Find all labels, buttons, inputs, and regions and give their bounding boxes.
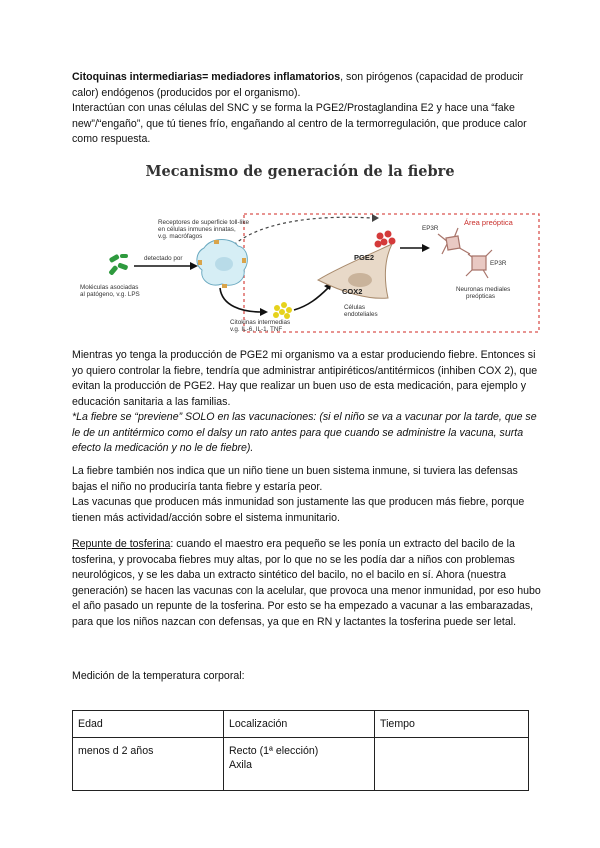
endothelial-arrow xyxy=(294,288,328,310)
cell-tiempo xyxy=(375,738,529,791)
header-edad: Edad xyxy=(73,711,224,738)
neuron-arrow-head xyxy=(422,244,430,252)
cytokine-arrow-head xyxy=(260,308,268,316)
cytokines-label-2: v.g. IL-6, IL-1, TNF xyxy=(230,326,283,333)
intro-rest: , son pirógenos (capacidad de producir calor) endógenos (producidos por el organismo). xyxy=(72,71,524,99)
detected-label: detectado por xyxy=(144,255,183,262)
endothelial-label-2: endoteliales xyxy=(344,311,378,318)
neurons-label-1: Neuronas mediales xyxy=(456,286,511,293)
para3-line1: La fiebre también nos indica que un niño tiene un buen sistema inmune, si tuviera las defensas bajas el niño no produciría tanta fiebre y estaría peor. xyxy=(72,465,518,493)
medicion-label: Medición de la temperatura corporal: xyxy=(72,670,245,682)
cell-loc-1: Recto (1ª elección) xyxy=(229,745,319,757)
intro-line2: Interactúan con unas células del SNC y se forma la PGE2/Prostaglandina E2 y hace una “fake new”/“engaño”, que tú tienes frío, engañando al centro de la termorregulación, que produce calor como respuesta. xyxy=(72,102,527,146)
para4-text: : cuando el maestro era pequeño se les ponía un extracto del bacilo de la tosferina, y provocaba fiebres muy altas, por lo que no se les podía dar a niños con problemas neurológicos, y se les daba un extracto sintético del bacilo, no el bacilo en sí. Ahora (nuestra generación) se hacen las vacunas con la acelular, que provoca una menor inmunidad, por eso hubo el año pasado un repunte de la tosferina. Por esto se ha empezado a vacunar a las embarazadas, para que los niños nazcan con defensas, ya que en RN y lactantes la tosferina puede ser letal. xyxy=(72,538,541,628)
table-header-row xyxy=(73,711,529,738)
pge2-molecules-icon xyxy=(375,231,396,248)
ep3r-label-2: EP3R xyxy=(490,260,507,267)
para2-italic: *La fiebre se “previene” SOLO en las vacunaciones: (si el niño se va a vacunar por la tarde, que se le de un antitérmico como el dalsy un rato antes para que cuando se administre la vacuna, surta efecto la medicación y no le de fiebre). xyxy=(72,411,537,455)
header-localizacion: Localización xyxy=(224,711,375,738)
receptors-label-1: Receptores de superficie toll-like xyxy=(158,219,249,226)
intro-paragraph xyxy=(72,70,542,101)
dashed-arrow-head xyxy=(372,214,379,222)
figure-title: Mecanismo de generación de la fiebre xyxy=(145,163,455,180)
temperature-table xyxy=(72,710,529,791)
intro-bold: Citoquinas intermediarias= mediadores inflamatorios xyxy=(72,71,341,83)
receptors-label-2: en células inmunes innatas, xyxy=(158,226,236,233)
cytokines-icon xyxy=(273,302,292,319)
molecules-label-2: al patógeno, v.g. LPS xyxy=(80,291,140,298)
cell-localizacion xyxy=(224,738,375,791)
cytokine-arrow xyxy=(220,288,262,312)
para4 xyxy=(72,537,542,631)
receptors-label-3: v.g. macrófagos xyxy=(158,233,203,240)
cell-edad: menos d 2 años xyxy=(73,738,224,791)
cell-loc-2: Axila xyxy=(229,759,252,771)
neurons-icon xyxy=(438,228,492,278)
para3-line2: Las vacunas que producen más inmunidad son justamente las que producen más fiebre, porque tienen más actividad/acción sobre el sistema inmunitario. xyxy=(72,496,525,524)
pathogen-molecules-icon xyxy=(108,254,128,276)
cox2-label: COX2 xyxy=(342,287,363,296)
endothelial-label-1: Células xyxy=(344,304,365,311)
fever-mechanism-diagram xyxy=(72,188,542,340)
cytokines-label-1: Citokinas intermedias xyxy=(230,319,291,326)
area-label: Área preóptica xyxy=(464,218,513,227)
pge2-label: PGE2 xyxy=(354,253,375,262)
molecules-label-1: Moléculas asociadas xyxy=(80,284,139,291)
header-tiempo: Tiempo xyxy=(375,711,529,738)
para4-heading: Repunte de tosferina xyxy=(72,538,171,550)
macrophage-icon xyxy=(197,240,247,289)
table-row xyxy=(73,738,529,791)
ep3r-label-1: EP3R xyxy=(422,225,439,232)
para2-text: Mientras yo tenga la producción de PGE2 mi organismo va a estar produciendo fiebre. Entonces si yo quiero controlar la fiebre, tendría que administrar antipiréticos/antitérmicos (inhiben COX 2), que evitan la producción de PGE2. Hay que realizar un buen uso de esta medicación, para ejemplo y educación sanitaria a las familias. xyxy=(72,349,538,408)
neurons-label-2: preópticas xyxy=(466,293,496,300)
